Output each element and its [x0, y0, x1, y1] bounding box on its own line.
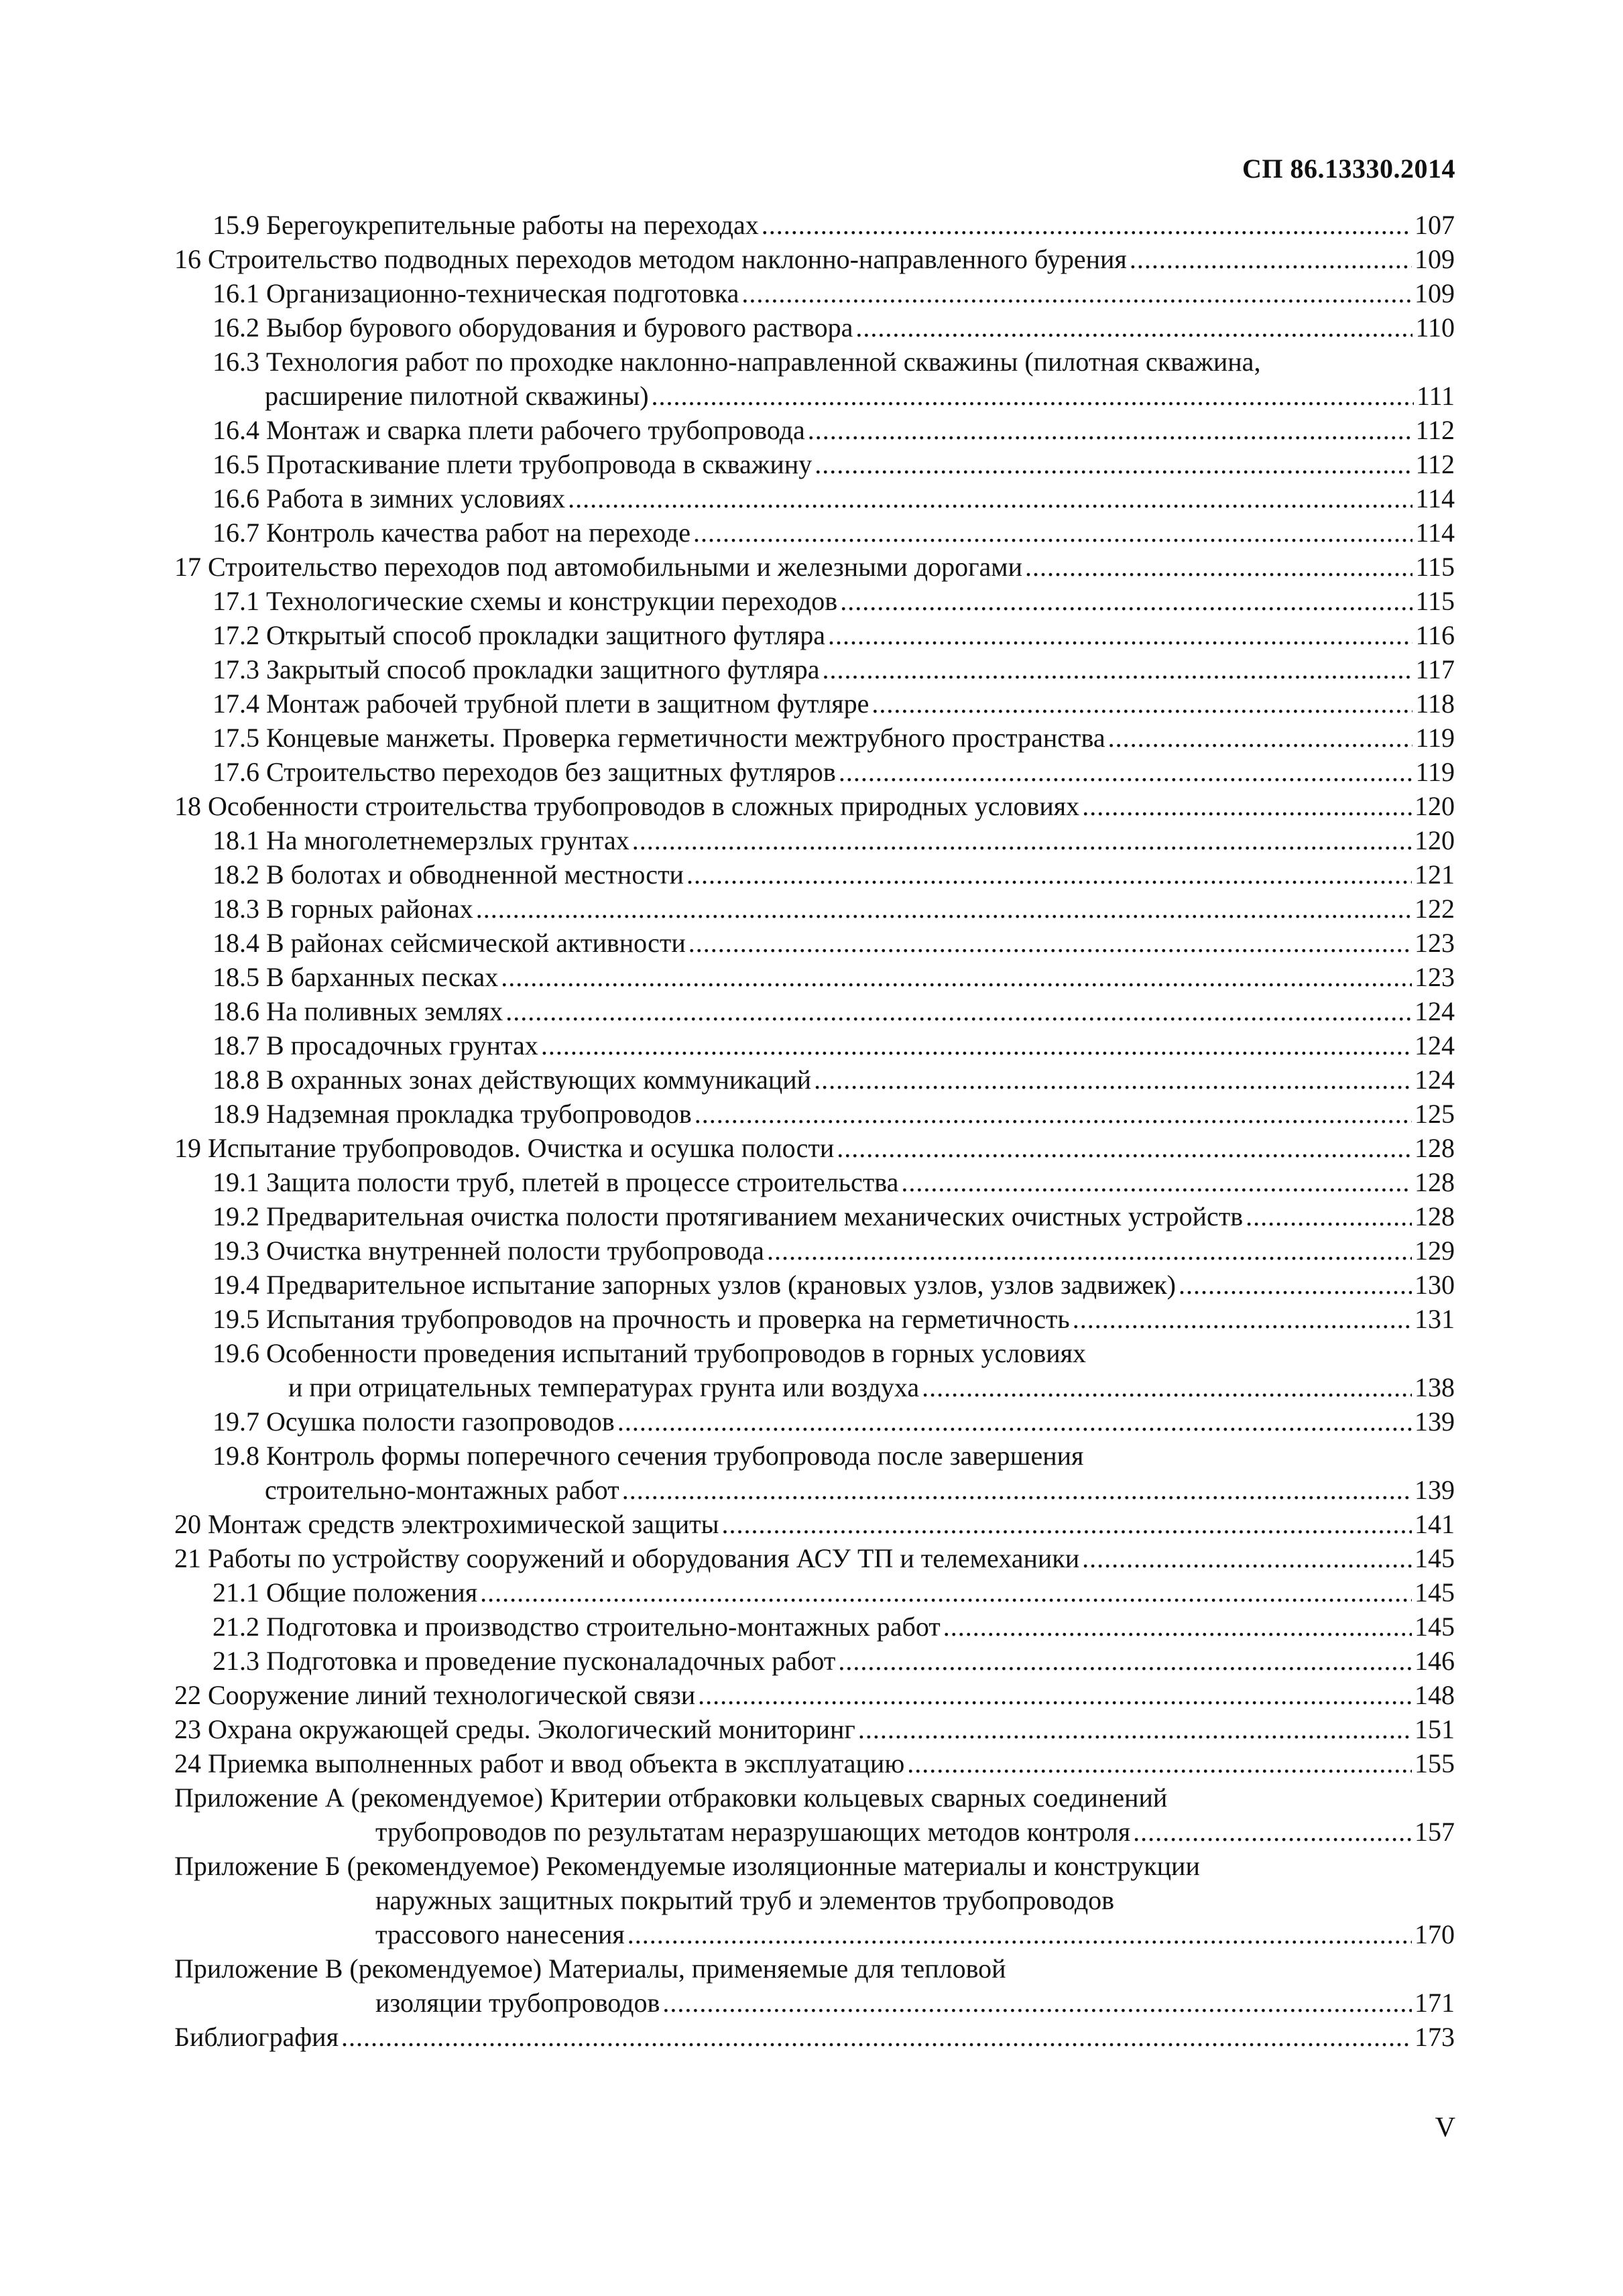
toc-entry	[174, 1268, 1455, 1302]
toc-entry-title: трубопроводов по результатам неразрушающих методов контроля	[375, 1817, 1131, 1847]
toc-entry	[174, 550, 1455, 584]
toc-entry-title: 23 Охрана окружающей среды. Экологический мониторинг	[174, 1714, 855, 1744]
toc-entry	[174, 1336, 1455, 1404]
toc-entry	[174, 208, 1455, 242]
toc-entry-title: 18.7 В просадочных грунтах	[213, 1030, 538, 1061]
toc-entry	[174, 1199, 1455, 1233]
toc-entry-page: 123	[1415, 962, 1455, 992]
toc-entry-title-line: Приложение Б (рекомендуемое) Рекомендуемые изоляционные материалы и конструкции	[174, 1851, 1200, 1881]
dot-leader	[855, 310, 1412, 345]
toc-row	[174, 1986, 1455, 2020]
dot-leader	[1179, 1268, 1412, 1302]
toc-entry-title-line: наружных защитных покрытий труб и элементов трубопроводов	[375, 1885, 1115, 1915]
toc-entry	[174, 1678, 1455, 1712]
toc-entry-page: 124	[1415, 996, 1455, 1026]
toc-entry	[174, 721, 1455, 755]
toc-entry-title: 19.5 Испытания трубопроводов на прочность и проверка на герметичность	[213, 1304, 1070, 1334]
toc-entry-page: 117	[1415, 654, 1455, 684]
toc-entry	[174, 823, 1455, 857]
dot-leader	[1073, 1302, 1412, 1336]
toc-entry	[174, 242, 1455, 276]
dot-leader	[627, 1917, 1412, 1951]
toc-entry-page: 128	[1415, 1133, 1455, 1163]
dot-leader	[698, 1678, 1412, 1712]
dot-leader	[693, 516, 1413, 550]
toc-entry-page: 138	[1415, 1372, 1455, 1402]
toc-entry-title: 19.1 Защита полости труб, плетей в процессе строительства	[213, 1167, 899, 1197]
toc-entry-page: 109	[1415, 244, 1455, 274]
dot-leader	[840, 584, 1412, 618]
toc-entry	[174, 1541, 1455, 1575]
dot-leader	[505, 994, 1412, 1028]
toc-entry-page: 112	[1415, 449, 1455, 479]
toc-row	[174, 584, 1455, 618]
toc-row	[174, 516, 1455, 550]
toc-entry-page: 111	[1416, 381, 1455, 411]
dot-leader	[480, 1575, 1412, 1610]
toc-row	[174, 2020, 1455, 2054]
toc-entry	[174, 652, 1455, 686]
toc-entry-page: 145	[1415, 1612, 1455, 1642]
toc-entry-page: 139	[1415, 1475, 1455, 1505]
toc-entry	[174, 1644, 1455, 1678]
toc-entry-page: 119	[1415, 723, 1455, 753]
toc-entry-title: 16.5 Протаскивание плети трубопровода в скважину	[213, 449, 813, 479]
toc-entry	[174, 413, 1455, 447]
toc-entry	[174, 1165, 1455, 1199]
toc-entry-title: 19.3 Очистка внутренней полости трубопровода	[213, 1235, 764, 1266]
toc-entry	[174, 857, 1455, 892]
toc-entry-title: 18.4 В районах сейсмической активности	[213, 928, 686, 958]
toc-entry	[174, 1849, 1455, 1951]
toc-entry-page: 128	[1415, 1167, 1455, 1197]
toc-entry-title: трассового нанесения	[375, 1919, 625, 1949]
toc-entry-page: 112	[1415, 415, 1455, 445]
toc-entry-page: 121	[1415, 859, 1455, 890]
toc-entry	[174, 516, 1455, 550]
toc-entry-page: 130	[1415, 1270, 1455, 1300]
dot-leader	[822, 652, 1412, 686]
toc-entry	[174, 1302, 1455, 1336]
toc-entry-page: 141	[1415, 1509, 1455, 1539]
toc-entry	[174, 1439, 1455, 1507]
toc-entry	[174, 1507, 1455, 1541]
toc-row	[174, 857, 1455, 892]
toc-row	[174, 379, 1455, 413]
dot-leader	[688, 926, 1412, 960]
toc-entry-page: 157	[1415, 1817, 1455, 1847]
toc-entry-page: 109	[1415, 278, 1455, 308]
toc-row	[174, 1507, 1455, 1541]
dot-leader	[617, 1404, 1412, 1439]
dot-leader	[568, 481, 1412, 516]
toc-entry-title: 18.8 В охранных зонах действующих коммуникаций	[213, 1065, 812, 1095]
toc-row	[174, 1917, 1455, 1951]
dot-leader	[722, 1507, 1412, 1541]
toc-entry-page: 115	[1415, 552, 1455, 582]
toc-row	[174, 1678, 1455, 1712]
toc-row	[174, 1644, 1455, 1678]
dot-leader	[1130, 242, 1412, 276]
dot-leader	[652, 379, 1414, 413]
toc-entry-title: изоляции трубопроводов	[375, 1988, 660, 2018]
dot-leader	[662, 1986, 1412, 2020]
dot-leader	[1108, 721, 1413, 755]
page-number: V	[1435, 2112, 1455, 2143]
toc-entry-title: 17.1 Технологические схемы и конструкции переходов	[213, 586, 838, 616]
toc-entry-page: 120	[1415, 791, 1455, 821]
toc-entry-title: 17.3 Закрытый способ прокладки защитного футляра	[213, 654, 820, 684]
toc-entry-title: 16.1 Организационно-техническая подготовка	[213, 278, 739, 308]
toc-entry-title: 18.5 В барханных песках	[213, 962, 499, 992]
toc-entry-page: 173	[1415, 2022, 1455, 2052]
toc-entry-title: 19.7 Осушка полости газопроводов	[213, 1406, 615, 1437]
toc-entry-page: 110	[1415, 312, 1455, 343]
dot-leader	[838, 1644, 1412, 1678]
toc-row	[174, 1131, 1455, 1165]
dot-leader	[762, 208, 1412, 242]
dot-leader	[632, 823, 1412, 857]
toc-row	[174, 652, 1455, 686]
toc-row	[174, 1575, 1455, 1610]
toc-row	[174, 310, 1455, 345]
toc-entry	[174, 1028, 1455, 1063]
toc-entry	[174, 1233, 1455, 1268]
toc-entry-page: 148	[1415, 1680, 1455, 1710]
toc-row	[174, 1302, 1455, 1336]
dot-leader	[828, 618, 1412, 652]
toc-entry-page: 139	[1415, 1406, 1455, 1437]
dot-leader	[476, 892, 1412, 926]
dot-leader	[1082, 789, 1412, 823]
toc-entry	[174, 1063, 1455, 1097]
dot-leader	[695, 1097, 1412, 1131]
toc-row	[174, 1815, 1455, 1849]
toc-entry-title: 21.2 Подготовка и производство строительно-монтажных работ	[213, 1612, 941, 1642]
toc-entry-title: 20 Монтаж средств электрохимической защиты	[174, 1509, 719, 1539]
toc-entry	[174, 618, 1455, 652]
toc-row	[174, 1610, 1455, 1644]
toc-entry-title: Библиография	[174, 2022, 339, 2052]
toc-row	[174, 1063, 1455, 1097]
toc-entry	[174, 1610, 1455, 1644]
toc-entry-title-line: Приложение А (рекомендуемое) Критерии отбраковки кольцевых сварных соединений	[174, 1783, 1168, 1813]
toc-entry-title: 22 Сооружение линий технологической связи	[174, 1680, 696, 1710]
toc-entry	[174, 1404, 1455, 1439]
toc-entry	[174, 926, 1455, 960]
dot-leader	[1246, 1199, 1412, 1233]
toc-entry-title-line: 19.8 Контроль формы поперечного сечения трубопровода после завершения	[213, 1441, 1084, 1471]
toc-entry	[174, 1951, 1455, 2020]
toc-entry-title: расширение пилотной скважины)	[265, 381, 649, 411]
toc-row	[174, 481, 1455, 516]
toc-entry-page: 123	[1415, 928, 1455, 958]
toc-entry	[174, 1575, 1455, 1610]
toc-entry-title: 15.9 Берегоукрепительные работы на переходах	[213, 210, 759, 240]
toc-row	[174, 1473, 1455, 1507]
toc-entry-page: 115	[1415, 586, 1455, 616]
toc-entry-page: 114	[1415, 518, 1455, 548]
dot-leader	[1133, 1815, 1412, 1849]
toc-entry-title: 18.1 На многолетнемерзлых грунтах	[213, 825, 629, 855]
toc-entry-page: 128	[1415, 1201, 1455, 1231]
toc-entry-title: 21 Работы по устройству сооружений и оборудования АСУ ТП и телемеханики	[174, 1543, 1080, 1573]
toc-entry-title: 18.2 В болотах и обводненной местности	[213, 859, 684, 890]
toc-entry	[174, 310, 1455, 345]
toc-row	[174, 550, 1455, 584]
toc-entry-page: 170	[1415, 1919, 1455, 1949]
toc-entry-title: 19.2 Предварительная очистка полости протягиванием механических очистных устройств	[213, 1201, 1244, 1231]
dot-leader	[686, 857, 1412, 892]
toc-entry-title: 21.3 Подготовка и проведение пусконаладочных работ	[213, 1646, 836, 1676]
toc-entry-title: 17 Строительство переходов под автомобильными и железными дорогами	[174, 552, 1022, 582]
toc-entry-page: 107	[1415, 210, 1455, 240]
toc-entry-page: 155	[1415, 1748, 1455, 1778]
dot-leader	[741, 276, 1412, 310]
dot-leader	[871, 686, 1412, 721]
toc-row	[174, 686, 1455, 721]
document-code: СП 86.13330.2014	[1242, 154, 1455, 184]
toc-entry-title: 16.6 Работа в зимних условиях	[213, 483, 566, 513]
toc-entry-title: 18.9 Надземная прокладка трубопроводов	[213, 1099, 692, 1129]
toc-row	[174, 1165, 1455, 1199]
toc-entry-page: 146	[1415, 1646, 1455, 1676]
toc-entry-page: 116	[1415, 620, 1455, 650]
toc-row	[174, 1712, 1455, 1746]
dot-leader	[814, 1063, 1412, 1097]
toc-entry	[174, 994, 1455, 1028]
toc-entry-page: 129	[1415, 1235, 1455, 1266]
dot-leader	[837, 1131, 1412, 1165]
toc-entry-page: 145	[1415, 1577, 1455, 1608]
toc-row	[174, 926, 1455, 960]
toc-row	[174, 1268, 1455, 1302]
toc-entry-page: 114	[1415, 483, 1455, 513]
toc-entry-title: и при отрицательных температурах грунта или воздуха	[288, 1372, 920, 1402]
toc-entry-title: 17.2 Открытый способ прокладки защитного футляра	[213, 620, 826, 650]
toc-entry-page: 124	[1415, 1030, 1455, 1061]
toc-entry-title-line: 16.3 Технология работ по проходке наклонно-направленной скважины (пилотная скважина,	[213, 347, 1261, 377]
toc-row	[174, 1541, 1455, 1575]
toc-row	[174, 721, 1455, 755]
dot-leader	[815, 447, 1412, 481]
toc-entry	[174, 1131, 1455, 1165]
toc-row	[174, 994, 1455, 1028]
toc-entry	[174, 1097, 1455, 1131]
toc-entry	[174, 345, 1455, 413]
toc-entry	[174, 686, 1455, 721]
toc-entry-page: 124	[1415, 1065, 1455, 1095]
toc-entry-page: 145	[1415, 1543, 1455, 1573]
toc-row	[174, 447, 1455, 481]
dot-leader	[839, 755, 1413, 789]
toc-row	[174, 1028, 1455, 1063]
toc-row	[174, 1233, 1455, 1268]
toc-entry-title: 19 Испытание трубопроводов. Очистка и осушка полости	[174, 1133, 835, 1163]
toc-entry-title-line: 19.6 Особенности проведения испытаний трубопроводов в горных условиях	[213, 1338, 1087, 1368]
toc-entry-title: 18 Особенности строительства трубопроводов в сложных природных условиях	[174, 791, 1080, 821]
toc-entry-page: 119	[1415, 757, 1455, 787]
toc-entry	[174, 2020, 1455, 2054]
toc-entry-title: 17.6 Строительство переходов без защитных футляров	[213, 757, 836, 787]
toc-entry-title-line: Приложение В (рекомендуемое) Материалы, применяемые для тепловой	[174, 1953, 1006, 1984]
toc-row	[174, 242, 1455, 276]
dot-leader	[943, 1610, 1412, 1644]
toc-row	[174, 789, 1455, 823]
toc-entry	[174, 960, 1455, 994]
toc-entry	[174, 276, 1455, 310]
toc-entry	[174, 789, 1455, 823]
toc-row	[174, 413, 1455, 447]
toc-entry-title: 16.2 Выбор бурового оборудования и бурового раствора	[213, 312, 853, 343]
toc-entry	[174, 481, 1455, 516]
dot-leader	[901, 1165, 1412, 1199]
dot-leader	[808, 413, 1413, 447]
toc-entry-title: 24 Приемка выполненных работ и ввод объекта в эксплуатацию	[174, 1748, 905, 1778]
table-of-contents	[174, 208, 1455, 2054]
toc-entry-page: 125	[1415, 1099, 1455, 1129]
dot-leader	[907, 1746, 1412, 1780]
toc-entry-page: 122	[1415, 894, 1455, 924]
toc-entry-page: 120	[1415, 825, 1455, 855]
toc-entry	[174, 1780, 1455, 1849]
toc-entry-page: 131	[1415, 1304, 1455, 1334]
toc-entry-title: 18.3 В горных районах	[213, 894, 473, 924]
toc-row	[174, 208, 1455, 242]
toc-row	[174, 1404, 1455, 1439]
toc-entry	[174, 1746, 1455, 1780]
toc-entry-title: 16 Строительство подводных переходов методом наклонно-направленного бурения	[174, 244, 1127, 274]
toc-row	[174, 823, 1455, 857]
toc-entry	[174, 755, 1455, 789]
toc-entry-title: 17.4 Монтаж рабочей трубной плети в защитном футляре	[213, 688, 869, 719]
toc-entry	[174, 584, 1455, 618]
toc-entry-page: 151	[1415, 1714, 1455, 1744]
toc-row	[174, 1097, 1455, 1131]
toc-entry-title: 19.4 Предварительное испытание запорных узлов (крановых узлов, узлов задвижек)	[213, 1270, 1176, 1300]
dot-leader	[922, 1370, 1412, 1404]
toc-entry	[174, 892, 1455, 926]
toc-entry-title: 16.4 Монтаж и сварка плети рабочего трубопровода	[213, 415, 805, 445]
toc-entry-title: 21.1 Общие положения	[213, 1577, 478, 1608]
toc-row	[174, 960, 1455, 994]
toc-row	[174, 1746, 1455, 1780]
dot-leader	[341, 2020, 1412, 2054]
toc-entry-page: 118	[1415, 688, 1455, 719]
toc-entry-title: строительно-монтажных работ	[265, 1475, 619, 1505]
toc-row	[174, 1199, 1455, 1233]
dot-leader	[541, 1028, 1412, 1063]
toc-entry	[174, 1712, 1455, 1746]
toc-row	[174, 1370, 1455, 1404]
dot-leader	[858, 1712, 1412, 1746]
toc-row	[174, 276, 1455, 310]
dot-leader	[622, 1473, 1412, 1507]
toc-entry	[174, 447, 1455, 481]
dot-leader	[501, 960, 1412, 994]
dot-leader	[1082, 1541, 1412, 1575]
toc-row	[174, 618, 1455, 652]
toc-entry-title: 18.6 На поливных землях	[213, 996, 503, 1026]
dot-leader	[767, 1233, 1412, 1268]
toc-row	[174, 892, 1455, 926]
toc-entry-page: 171	[1415, 1988, 1455, 2018]
dot-leader	[1025, 550, 1413, 584]
toc-row	[174, 755, 1455, 789]
toc-entry-title: 16.7 Контроль качества работ на переходе	[213, 518, 690, 548]
toc-entry-title: 17.5 Концевые манжеты. Проверка герметичности межтрубного пространства	[213, 723, 1105, 753]
